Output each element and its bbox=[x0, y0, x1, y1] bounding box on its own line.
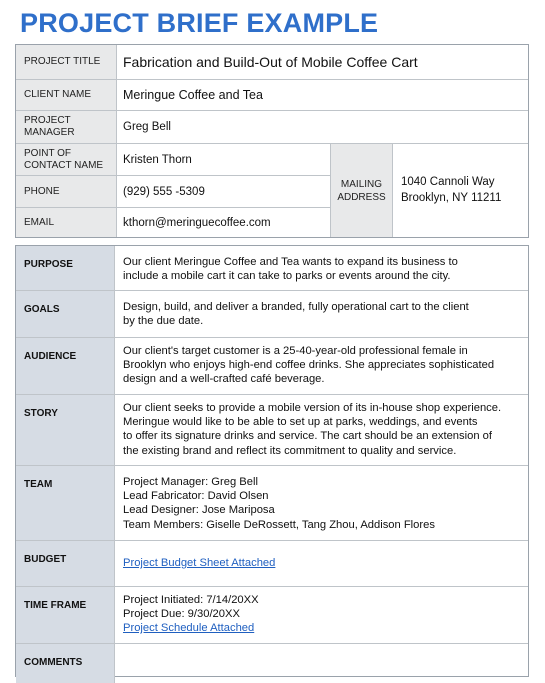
story-line: to offer its signature drinks and service. The cart should be an extension of bbox=[123, 430, 492, 443]
time-frame-label: TIME FRAME bbox=[16, 587, 115, 643]
project-initiated: Project Initiated: 7/14/20XX bbox=[123, 594, 259, 606]
budget-sheet-link[interactable]: Project Budget Sheet Attached bbox=[123, 557, 276, 569]
story-text bbox=[115, 395, 528, 465]
team-line: Lead Designer: Jose Mariposa bbox=[123, 504, 275, 517]
team-line: Project Manager: Greg Bell bbox=[123, 476, 258, 488]
mailing-address-label-line1: MAILING bbox=[340, 178, 383, 190]
client-name-label: CLIENT NAME bbox=[16, 80, 117, 110]
team-line: Lead Fabricator: David Olsen bbox=[123, 490, 269, 503]
audience-line: Our client's target customer is a 25-40-year-old professional female in bbox=[123, 345, 468, 357]
project-manager-label bbox=[16, 111, 117, 143]
purpose-label: PURPOSE bbox=[16, 246, 115, 290]
audience-label: AUDIENCE bbox=[16, 338, 115, 394]
point-of-contact-row bbox=[16, 144, 330, 175]
team-label: TEAM bbox=[16, 466, 115, 540]
team-text bbox=[115, 466, 528, 540]
team-section bbox=[16, 465, 528, 540]
purpose-text bbox=[115, 246, 528, 290]
mailing-address-line2: Brooklyn, NY 11211 bbox=[401, 191, 502, 204]
budget-label: BUDGET bbox=[16, 541, 115, 586]
goals-section bbox=[16, 290, 528, 337]
comments-section bbox=[16, 643, 528, 683]
story-label: STORY bbox=[16, 395, 115, 465]
project-title-row bbox=[16, 45, 528, 79]
phone-value: (929) 555 -5309 bbox=[123, 185, 205, 198]
project-due: Project Due: 9/30/20XX bbox=[123, 608, 240, 620]
project-manager-row bbox=[16, 111, 528, 143]
phone-label: PHONE bbox=[16, 176, 117, 207]
point-of-contact-label-line1: POINT OF bbox=[24, 147, 72, 159]
time-frame-text bbox=[115, 587, 528, 643]
point-of-contact-label bbox=[16, 144, 117, 175]
audience-line: design and a well-crafted café beverage. bbox=[123, 373, 325, 386]
budget-text bbox=[115, 541, 528, 586]
story-line: Meringue would like to be able to set up at parks, weddings, and events bbox=[123, 416, 478, 429]
goals-text bbox=[115, 291, 528, 337]
time-frame-section bbox=[16, 586, 528, 643]
project-title-value: Fabrication and Build-Out of Mobile Coffee Cart bbox=[123, 54, 418, 70]
story-section bbox=[16, 394, 528, 465]
purpose-line: Our client Meringue Coffee and Tea wants to expand its business to bbox=[123, 256, 458, 268]
mailing-address-label bbox=[330, 144, 393, 237]
story-line: the existing brand and reflect its commitment to quality and service. bbox=[123, 444, 457, 457]
email-row bbox=[16, 208, 330, 237]
audience-section bbox=[16, 337, 528, 394]
project-manager-label-line1: PROJECT bbox=[24, 115, 71, 126]
budget-section bbox=[16, 540, 528, 586]
goals-label: GOALS bbox=[16, 291, 115, 337]
comments-label: COMMENTS bbox=[16, 644, 115, 683]
story-line: Our client seeks to provide a mobile version of its in-house shop experience. bbox=[123, 402, 502, 414]
project-info-table bbox=[15, 44, 529, 238]
team-line: Team Members: Giselle DeRossett, Tang Zhou, Addison Flores bbox=[123, 518, 435, 531]
client-name-row bbox=[16, 80, 528, 110]
project-brief-table bbox=[15, 245, 529, 677]
audience-text bbox=[115, 338, 528, 394]
point-of-contact-label-line2: CONTACT NAME bbox=[24, 159, 104, 171]
phone-row bbox=[16, 176, 330, 207]
email-label: EMAIL bbox=[16, 208, 117, 237]
project-manager-value: Greg Bell bbox=[123, 121, 171, 133]
page-title: PROJECT BRIEF EXAMPLE bbox=[20, 8, 379, 38]
project-title-label: PROJECT TITLE bbox=[16, 45, 117, 79]
schedule-link[interactable]: Project Schedule Attached bbox=[123, 622, 255, 634]
goals-line: by the due date. bbox=[123, 315, 204, 328]
audience-line: Brooklyn who enjoys high-end coffee drinks. She appreciates sophisticated bbox=[123, 359, 495, 372]
mailing-address-line1: 1040 Cannoli Way bbox=[401, 176, 495, 188]
purpose-line: include a mobile cart it can take to parks or events around the city. bbox=[123, 270, 451, 283]
client-name-value: Meringue Coffee and Tea bbox=[123, 88, 263, 102]
purpose-section bbox=[16, 246, 528, 290]
email-value: kthorn@meringuecoffee.com bbox=[123, 216, 271, 229]
mailing-address-value bbox=[393, 144, 528, 237]
project-manager-label-line2: MANAGER bbox=[24, 127, 75, 138]
mailing-address-label-line2: ADDRESS bbox=[337, 191, 386, 203]
point-of-contact-value: Kristen Thorn bbox=[123, 153, 192, 166]
comments-field[interactable] bbox=[115, 644, 528, 683]
goals-line: Design, build, and deliver a branded, fully operational cart to the client bbox=[123, 301, 469, 313]
